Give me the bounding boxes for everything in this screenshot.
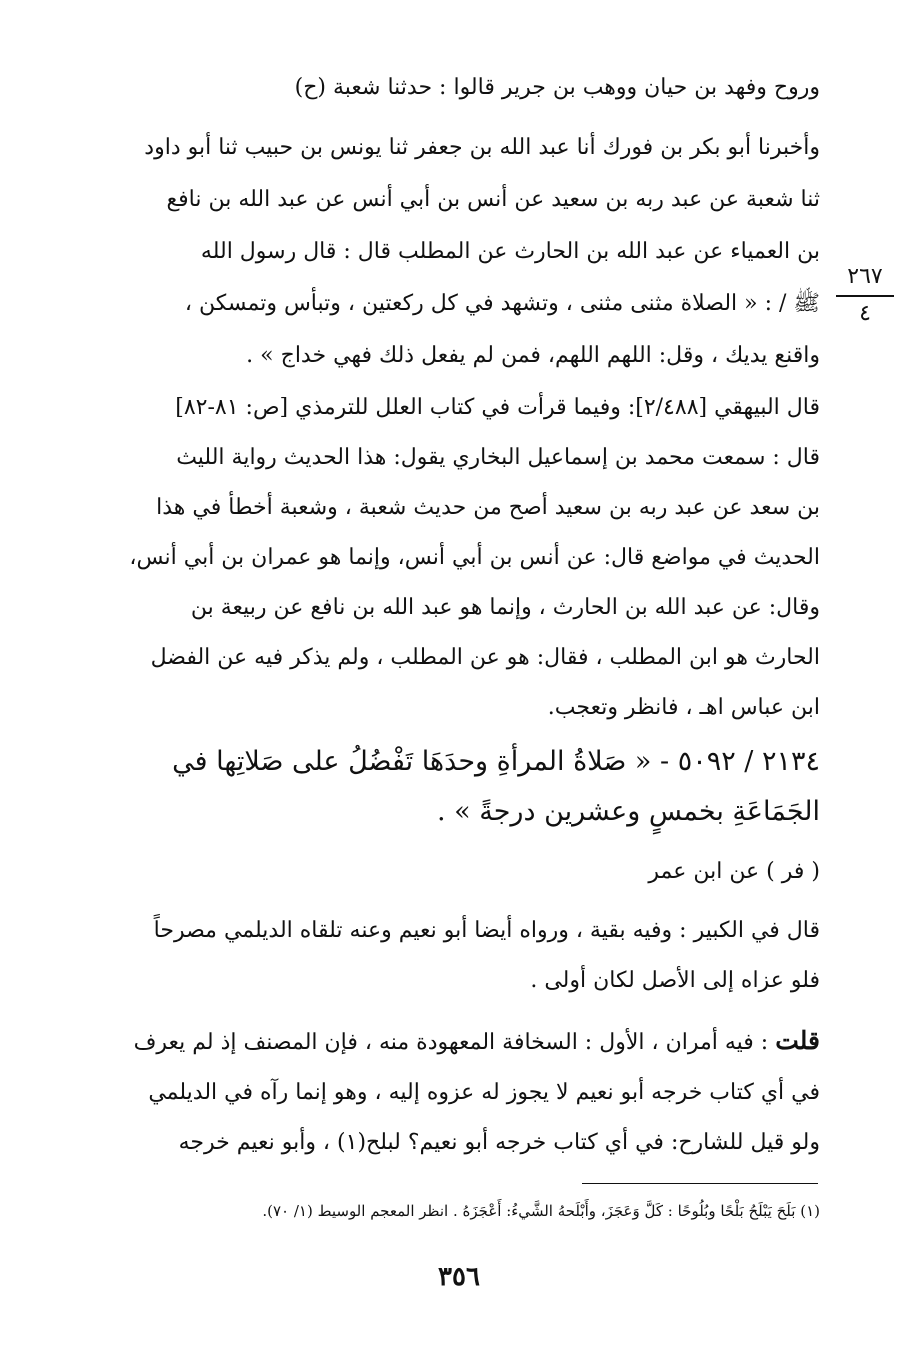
text-line <box>108 1016 820 1068</box>
paragraph-qult <box>108 1016 820 1168</box>
text-line: ابن عباس اهـ ، فانظر وتعجب. <box>547 695 820 720</box>
paragraph-kabir <box>108 906 820 1006</box>
margin-reference-volume: ٤ <box>859 301 871 326</box>
paragraph-bayhaqi <box>108 383 820 733</box>
hadith-source <box>108 852 820 892</box>
text-line: في أي كتاب خرجه أبو نعيم لا يجوز له عزوه إليه ، وهو إنما رآه في الديلمي <box>148 1080 820 1105</box>
margin-reference-number: ٢٦٧ <box>836 262 894 297</box>
text-line: قال البيهقي [٢/٤٨٨]: وفيما قرأت في كتاب العلل للترمذي [ص: ٨١-٨٢] <box>175 395 820 420</box>
source-line: ( فر ) عن ابن عمر <box>648 859 820 884</box>
text-line: بن العمياء عن عبد الله بن الحارث عن المطلب قال : قال رسول الله <box>200 239 820 264</box>
qult-heading: قلت <box>775 1026 820 1055</box>
hadith-entry <box>108 737 820 837</box>
footnote-divider <box>582 1183 818 1184</box>
text-line: الحديث في مواضع قال: عن أنس بن أبي أنس، وإنما هو عمران بن أبي أنس، <box>129 545 820 570</box>
footnote: (١) بَلَحَ يَبْلَحُ بَلْحًا وبُلُوحًا : كَلَّ وَعَجَزَ، وأَبْلَحهُ الشَّيءُ: أَعْجَزَهُ . انظر المعجم الوسيط (١/ ٧٠). <box>262 1202 820 1220</box>
text-line: قال في الكبير : وفيه بقية ، ورواه أيضا أبو نعيم وعنه تلقاه الديلمي مصرحاً <box>153 918 820 943</box>
page-number: ٣٥٦ <box>438 1262 480 1292</box>
text-line: بن سعد عن عبد ربه بن سعيد أصح من حديث شعبة ، وشعبة أخطأ في هذا <box>156 495 820 520</box>
hadith-line: الجَمَاعَةِ بخمسٍ وعشرين درجةً » . <box>437 796 820 827</box>
paragraph-isnad-2 <box>108 122 820 382</box>
text-line: الحارث هو ابن المطلب ، فقال: هو عن المطلب ، ولم يذكر فيه عن الفضل <box>150 645 820 670</box>
text-line: ثنا شعبة عن عبد ربه بن سعيد عن أنس بن أبي أنس عن عبد الله بن نافع <box>166 187 820 212</box>
text-line: واقنع يديك ، وقل: اللهم اللهم، فمن لم يفعل ذلك فهي خداج » . <box>246 343 820 368</box>
text-line: فلو عزاه إلى الأصل لكان أولى . <box>530 968 820 993</box>
margin-reference <box>836 262 894 329</box>
text-line: وقال: عن عبد الله بن الحارث ، وإنما هو عبد الله بن نافع عن ربيعة بن <box>190 595 820 620</box>
hadith-line: ٢١٣٤ / ٥٠٩٢ - « صَلاةُ المرأةِ وحدَهَا تَفْضُلُ على صَلاتِها في <box>172 746 820 777</box>
qult-line-rest: : فيه أمران ، الأول : السخافة المعهودة منه ، فإن المصنف إذ لم يعرف <box>133 1030 769 1055</box>
text-line: ﷺ / : « الصلاة مثنى مثنى ، وتشهد في كل ركعتين ، وتبأس وتمسكن ، <box>184 291 820 316</box>
text-line: قال : سمعت محمد بن إسماعيل البخاري يقول: هذا الحديث رواية الليث <box>176 445 820 470</box>
text-line: وأخبرنا أبو بكر بن فورك أنا عبد الله بن جعفر ثنا يونس بن حبيب ثنا أبو داود <box>144 135 820 160</box>
text-line: ولو قيل للشارح: في أي كتاب خرجه أبو نعيم؟ لبلح(١) ، وأبو نعيم خرجه <box>178 1130 820 1155</box>
paragraph-isnad-1 <box>108 62 820 114</box>
text-line: وروح وفهد بن حيان ووهب بن جرير قالوا : حدثنا شعبة (ح) <box>294 75 820 100</box>
